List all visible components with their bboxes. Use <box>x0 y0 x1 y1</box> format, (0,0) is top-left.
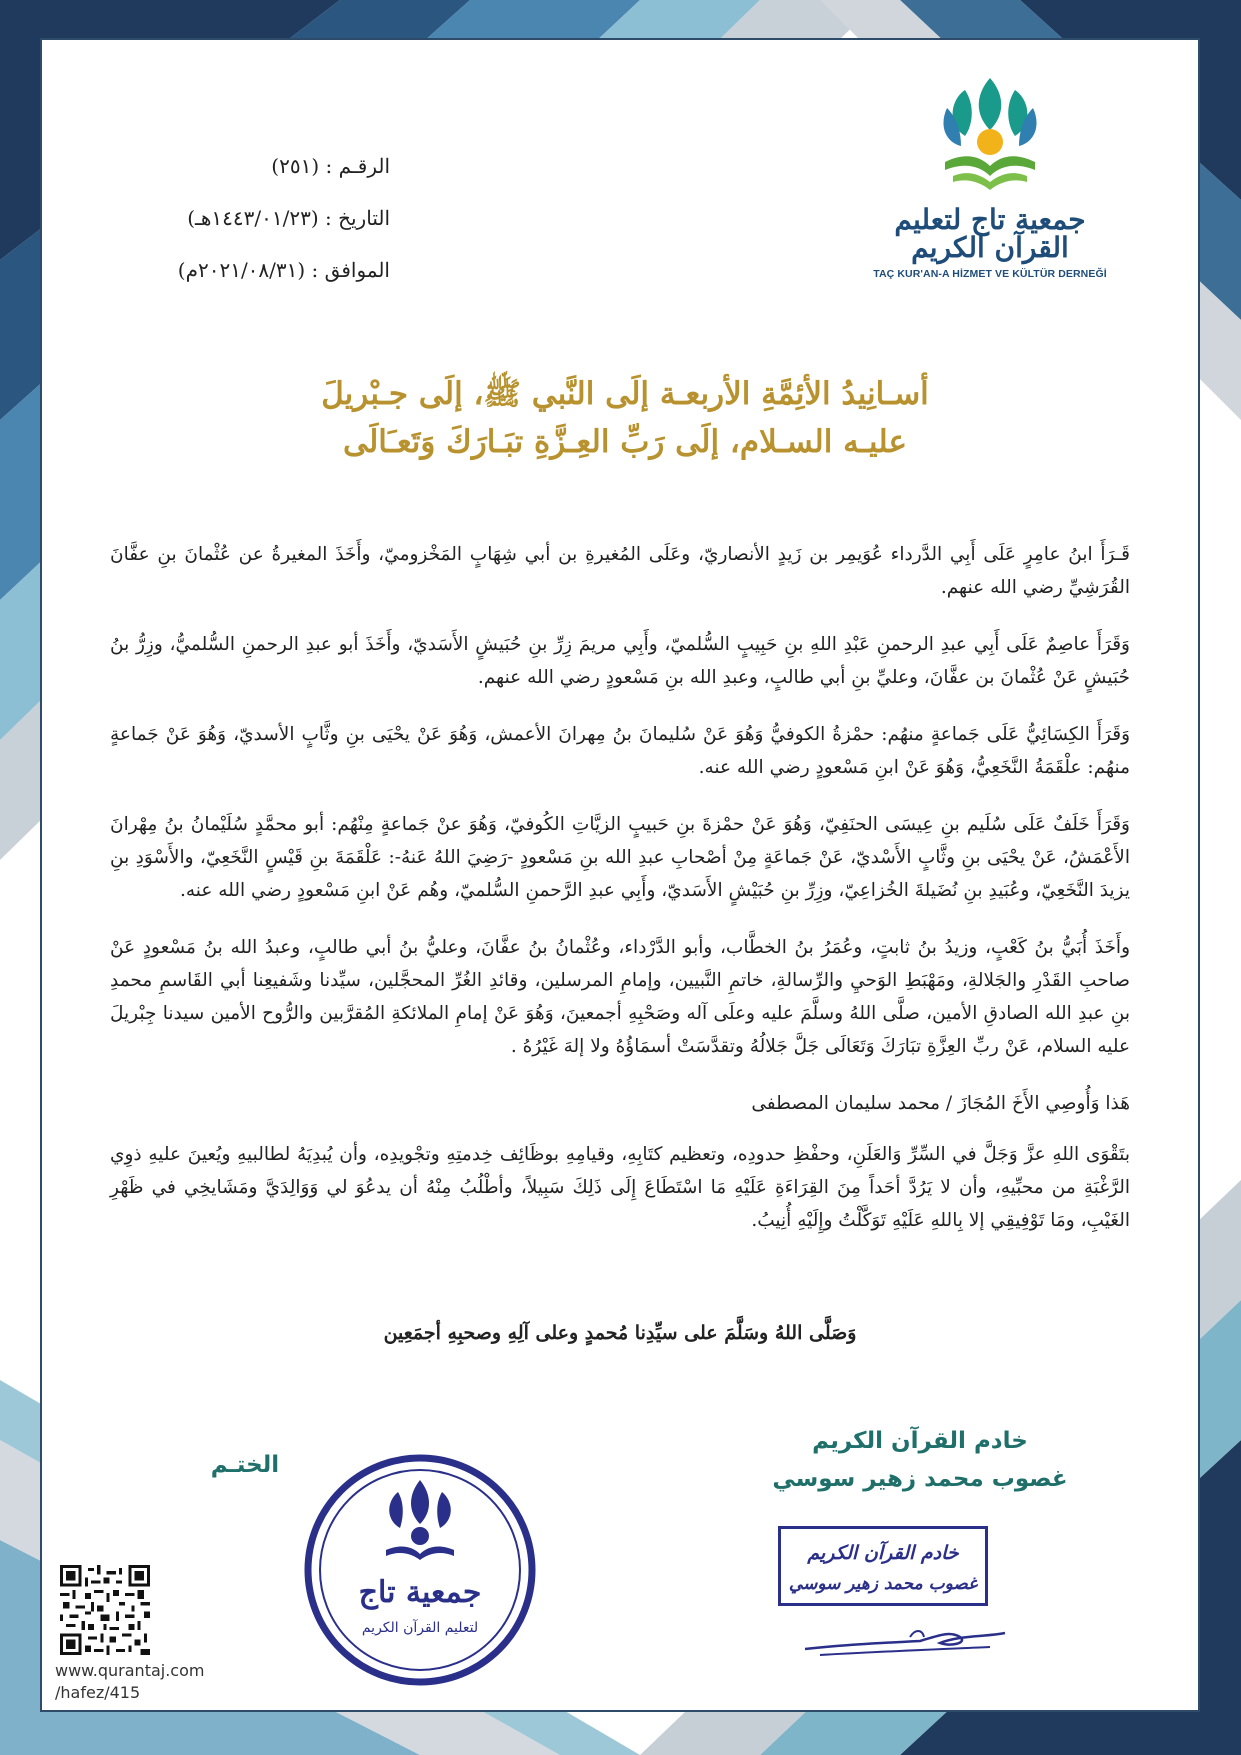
qr-code[interactable] <box>60 1565 150 1655</box>
signer-block <box>760 1422 1080 1498</box>
website-url-line-2: /hafez/415 <box>55 1683 141 1702</box>
round-stamp-main-text: جمعية تاج <box>358 1575 482 1610</box>
signer-name: غصوب محمد زهير سوسي <box>772 1466 1068 1492</box>
rect-stamp-line-1: خادم القرآن الكريم <box>807 1542 959 1564</box>
document-body <box>110 538 1130 1261</box>
paragraph-chain-to-prophet: وأَخَذَ أُبَيُّ بنُ كَعْبٍ، وزيدُ بنُ ثابتٍ، وعُمَرُ بنُ الخطَّاب، وأبو الدَّرْداء، وعُثْمانُ بنُ عفَّانَ، وعليُّ بنُ أبي طالبٍ، وعبدُ الله بنُ مَسْعودٍ عَنْ صاحبِ القَدْرِ والجَلالةِ، ومَهْبَطِ الوَحيِ والرِّسالةِ، خاتمِ النَّبيين، وإمامِ المرسلين، وقائدِ الغُرِّ المحجَّلين، سيِّدنا وشَفيعِنا أبي القَاسمِ محمدِ بنِ عبدِ الله الصادقِ الأمين، صلَّى اللهُ وسلَّمَ عليه وعلَى آله وصَحْبِهِ أجمعينَ، وَهُوَ عَنْ إمامِ الملائكةِ المُقرَّبين والرُّوح الأمين سيدنا جِبْريلَ عليه السلام، عَنْ ربِّ العِزَّةِ تبَارَكَ وَتَعَالَى جَلَّ جَلالُهُ وتقدَّسَتْ أسمَاؤُهُ ولا إلهَ غَيْرُهُ . <box>110 937 1130 1057</box>
reference-block <box>120 140 390 296</box>
handwritten-signature <box>800 1625 1010 1665</box>
paragraph-kisai: وَقَرَأَ الكِسَائِيُّ عَلَى جَماعةٍ منهُم: حمْزةُ الكوفيُّ وَهُوَ عَنْ سُليمانَ بنُ مِهرانَ الأعمش، وَهُوَ عَنْ يحْيَى بنِ وثَّابٍ الأسديّ، وَهُوَ عَنْ جَماعةٍ منهُم: علْقَمَةُ النَّخَعِيُّ، وَهُوَ عَنْ ابنِ مَسْعودٍ رضي الله عنه. <box>110 724 1130 778</box>
logo-turkish-text: TAÇ KUR'AN-A HİZMET VE KÜLTÜR DERNEĞİ <box>873 268 1107 280</box>
lotus-book-icon <box>935 70 1045 200</box>
paragraph-ibn-amir: قَـرَأَ ابنُ عامِرٍ عَلَى أَبِي الدَّرداء عُوَيمِر بن زَيدٍ الأنصاريّ، وعَلَى المُغيرةِ بن أبي شِهَابٍ المَخْزوميّ، وأَخَذَ المغيرةُ عن عُثْمانَ بنِ عفَّانَ القُرَشِيِّ رضي الله عنهم. <box>110 544 1130 598</box>
paragraph-recipient: هَذا وَأُوصِي الأَخَ المُجَازَ / محمد سليمان المصطفى <box>751 1093 1130 1114</box>
seal-label: الختـم <box>210 1452 280 1478</box>
closing-prayer: وَصَلَّى اللهُ وسَلَّمَ على سيِّدِنا مُحمدٍ وعلى آلِهِ وصحبِهِ أجمَعِين <box>383 1322 857 1344</box>
title-line-2: عليـه السـلام، إلَى رَبِّ العِـزَّةِ تبَـارَكَ وَتَعـَالَى <box>343 424 907 460</box>
association-round-stamp <box>300 1450 540 1690</box>
document-title <box>180 370 1070 466</box>
website-url-line-1: www.qurantaj.com <box>55 1661 205 1680</box>
logo-arabic-text: جمعية تاج لتعليم القرآن الكريم <box>894 203 1086 264</box>
round-stamp-sub-text: لتعليم القرآن الكريم <box>361 1620 479 1636</box>
rect-stamp-line-2: غصوب محمد زهير سوسي <box>788 1574 978 1594</box>
paragraph-khalaf: وَقَرَأَ خَلَفٌ عَلَى سُلَيم بنِ عِيسَى الحنَفِيّ، وَهُوَ عَنْ حمْزةَ بنِ حَبيبٍ الزيَّاتِ الكُوفيّ، وَهُوَ عنْ جَماعةٍ مِنْهُم: أبو محمَّدٍ سُلَيْمانُ بنُ مِهْرانَ الأَعْمَشُ، عَنْ يحْيَى بنِ وثَّابٍ الأَسْديّ، عَنْ جَماعَةٍ مِنْ أصْحابِ عبدِ الله بنِ مَسْعودٍ -رَضِيَ اللهُ عَنهُ-: عَلْقَمَةَ بنِ قَيْسٍ النَّخَعِيّ، والأَسْوَدِ بنِ يزيدَ النَّخَعِيّ، وعُبَيدِ بنِ نُضَيلةَ الخُزاعِيّ، وزِرِّ بنِ حُبَيْشٍ الأَسَديّ، وأَبِي عبدِ الرَّحمنِ السُّلميّ، وهُم عَنْ ابنِ مَسْعودٍ رضي الله عنه. <box>110 814 1130 901</box>
signer-rectangular-stamp <box>778 1526 988 1606</box>
title-line-1: أسـانِيدُ الأئِمَّةِ الأربعـة إلَى النَّبي ﷺ، إلَى جـبْريلَ <box>321 376 929 412</box>
gregorian-date: الموافق : (٢٠٢١/٠٨/٣١م) <box>177 258 390 282</box>
association-logo <box>870 70 1110 305</box>
paragraph-advice: بتَقْوَى اللهِ عزَّ وَجَلَّ في السِّرِّ وَالعَلَنِ، وحفْظِ حدودِه، وتعظيم كتَابِهِ، وقيامِهِ بوظَائِف خِدمتِهِ وتجْويدِه، وأن يُبدِيَهُ لطالبيهِ ويُعينَ عليهِ ذوِي الرَّغْبَةِ من محبِّيهِ، وأن لا يَرُدَّ أحَداً مِنَ القِرَاءَةِ عَلَيْهِ مَا اسْتَطَاعَ إِلَى ذَلِكَ سَبِيلاً، وأطْلُبُ مِنْهُ أن يدعُوَ لي وَوَالِدَيَّ ومَشَايخِي في ظَهْرِ الغَيْبِ، ومَا تَوْفِيقِي إلا بِاللهِ عَلَيْهِ تَوَكَّلْتُ وإِلَيْهِ أُنِيبُ. <box>110 1144 1130 1231</box>
hijri-date: التاريخ : (١٤٤٣/٠١/٢٣هـ) <box>187 206 390 230</box>
paragraph-asim: وَقَرَأَ عاصِمٌ عَلَى أَبِي عبدِ الرحمنِ عَبْدِ اللهِ بنِ حَبِيبٍ السُّلميّ، وأَبِي مريمَ زِرِّ بنِ حُبَيشٍ الأَسَديّ، وأَخَذَ أبو عبدِ الرحمنِ السُّلميُّ، وزِرُّ بنُ حُبَيشٍ عَنْ عُثْمانَ بن عفَّانَ، وعليِّ بنِ أبي طالبٍ، وعبدِ الله بنِ مَسْعودٍ رضي الله عنهم. <box>110 634 1130 688</box>
reference-number: الرقـم : (٢٥١) <box>271 154 390 178</box>
stamp-handwriting <box>781 1529 985 1603</box>
website-link[interactable] <box>55 1660 255 1704</box>
signer-title: خادم القرآن الكريم <box>812 1428 1028 1454</box>
